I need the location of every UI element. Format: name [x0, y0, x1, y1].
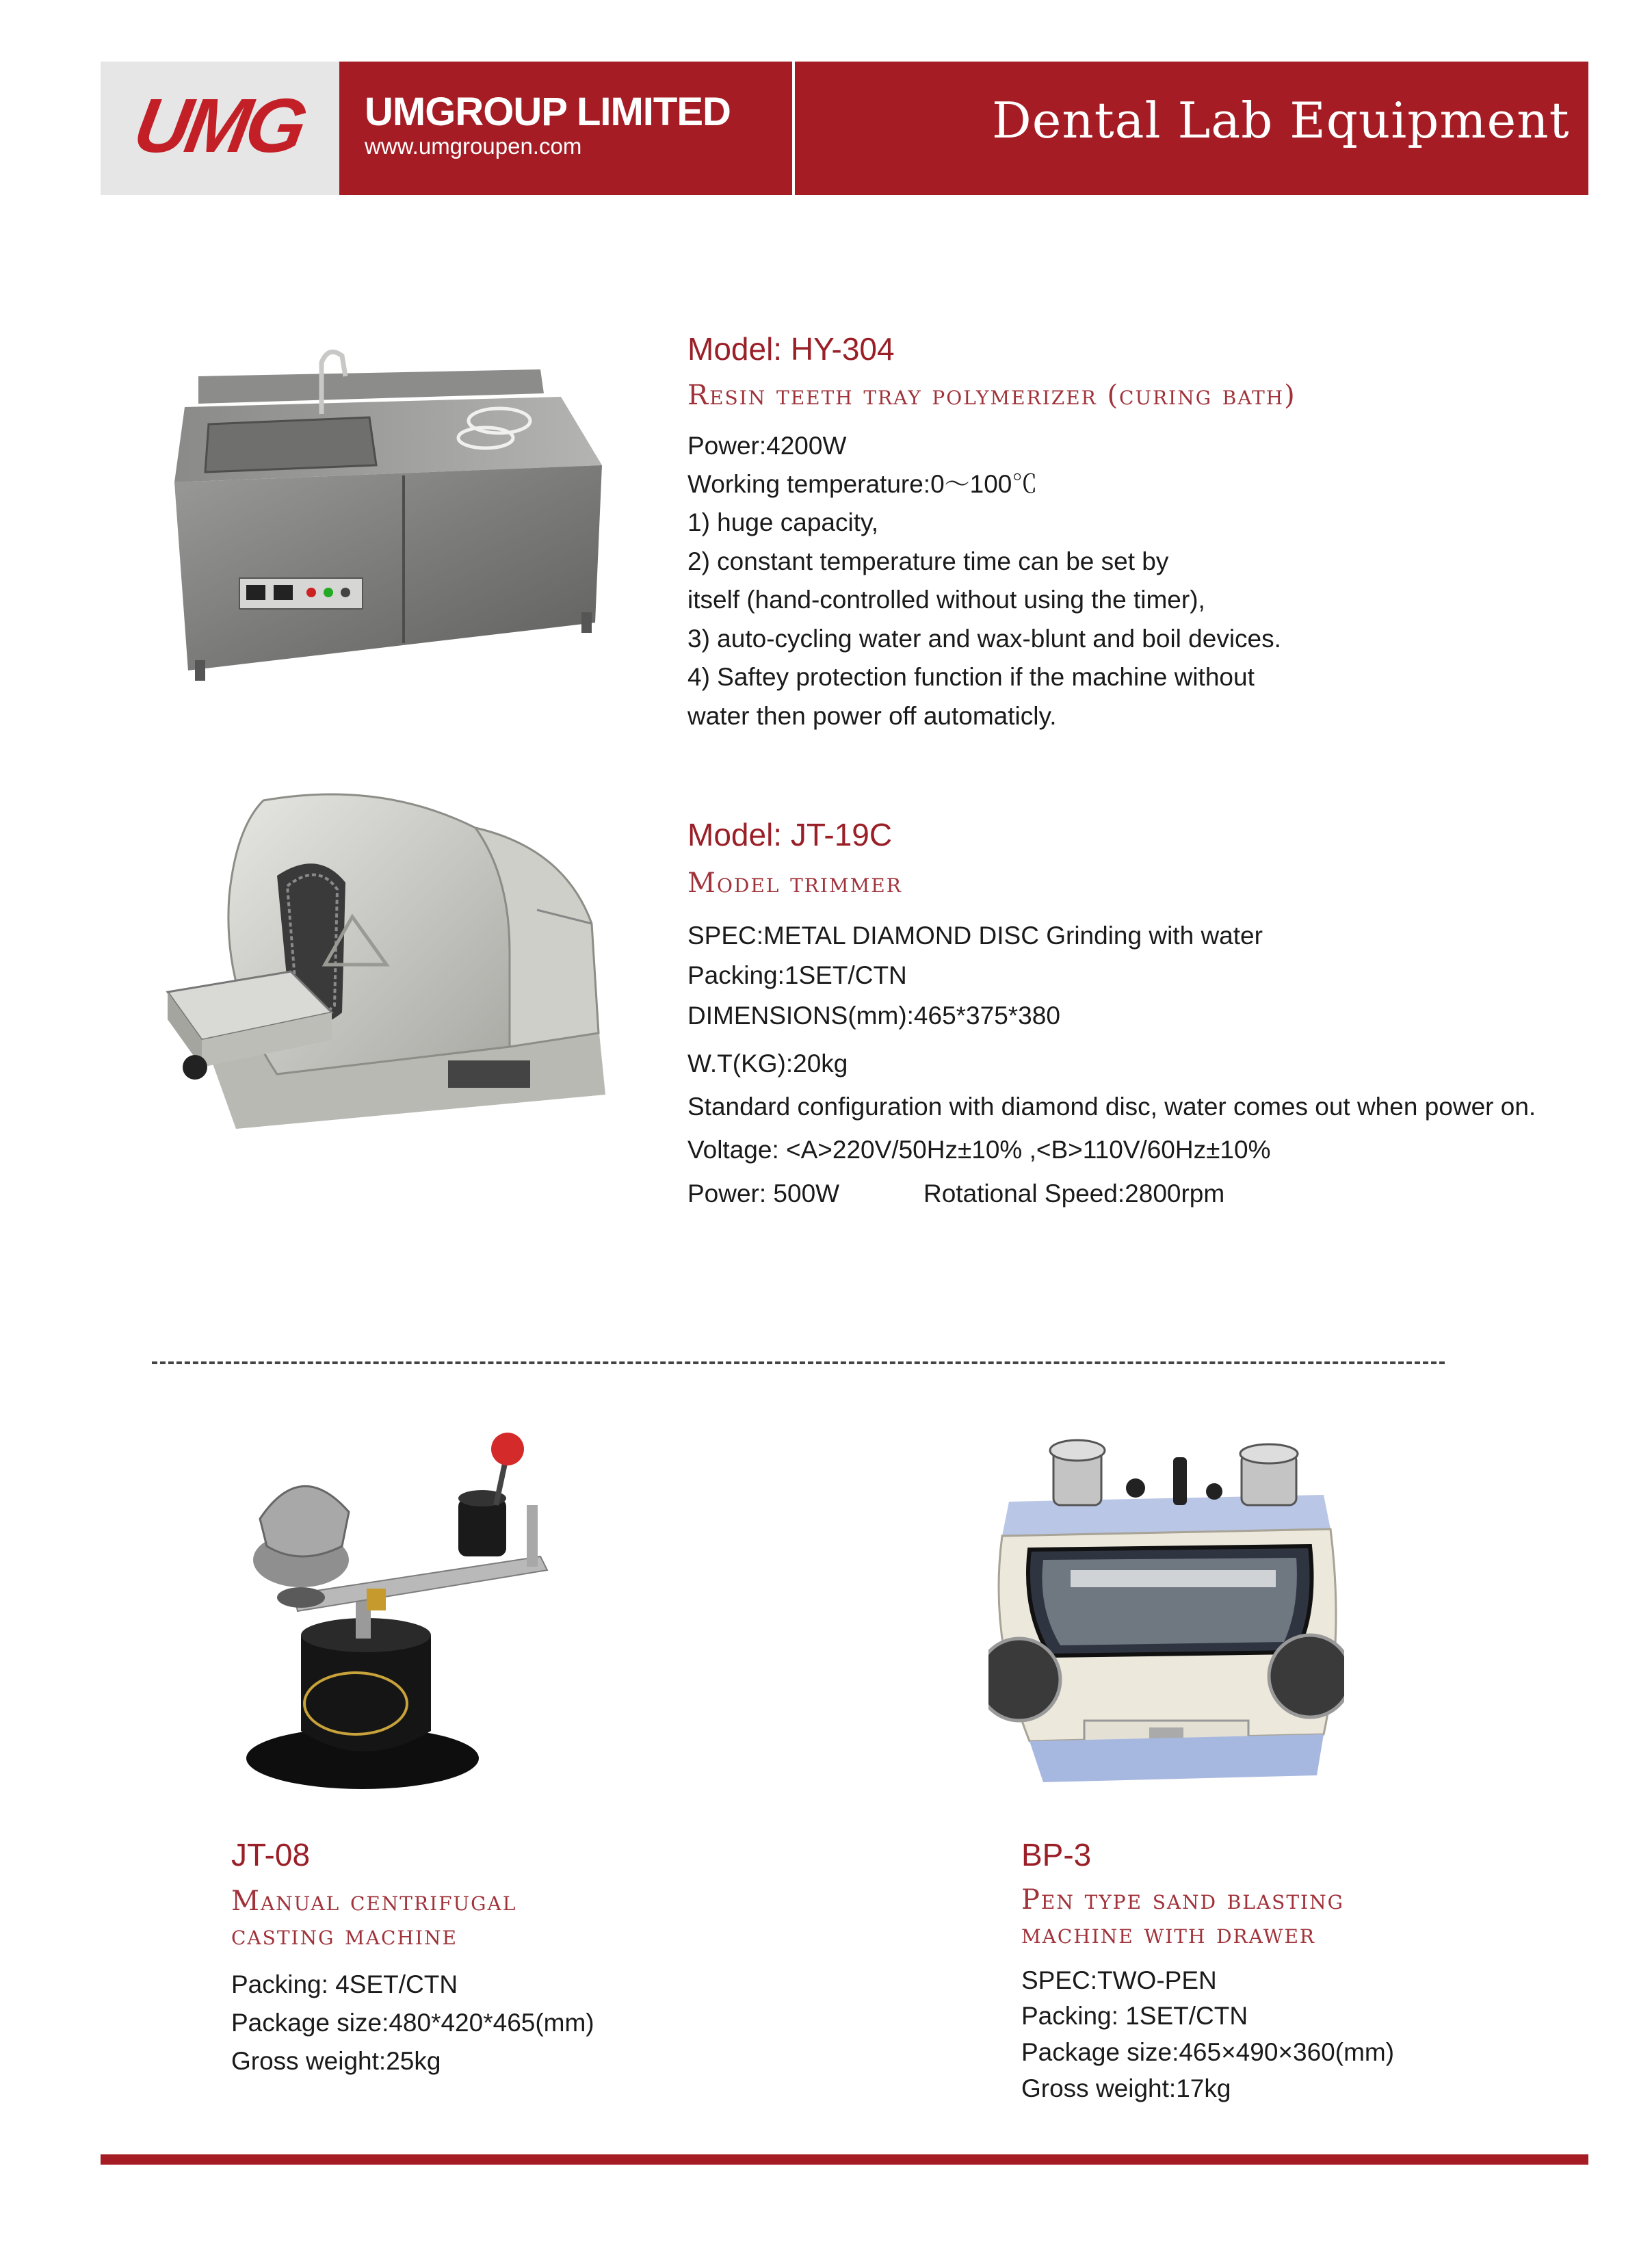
spec-line: 3) auto-cycling water and wax-blunt and boil devices.	[687, 625, 1281, 653]
spec-line: water then power off automaticly.	[687, 702, 1057, 730]
umg-logo: UMG	[128, 83, 310, 168]
curing-bath-photo	[157, 335, 609, 684]
company-name: UMGROUP LIMITED	[365, 90, 731, 134]
spec-line: Packing: 1SET/CTN	[1021, 2002, 1248, 2030]
product-name: machine with drawer	[1021, 1918, 1316, 1950]
spec-line: 2) constant temperature time can be set by	[687, 547, 1169, 575]
footer-bar	[101, 2154, 1588, 2165]
section-divider	[152, 1361, 1445, 1364]
product-model: Model: HY-304	[687, 331, 895, 367]
spec-line: Package size:465×490×360(mm)	[1021, 2038, 1395, 2066]
spec-line: Standard configuration with diamond disc, water comes out when power on.	[687, 1093, 1536, 1121]
header-divider	[792, 62, 795, 195]
spec-line: SPEC:TWO-PEN	[1021, 1966, 1217, 1994]
spec-line: 1) huge capacity,	[687, 508, 879, 536]
product-name: Resin teeth tray polymerizer (curing bath)	[687, 380, 1296, 411]
spec-line: 4) Saftey protection function if the machine without	[687, 663, 1255, 691]
spec-line: Packing:1SET/CTN	[687, 961, 907, 989]
spec-line: Rotational Speed:2800rpm	[923, 1179, 1225, 1208]
model-trimmer-photo	[154, 787, 619, 1143]
spec-line: Packing: 4SET/CTN	[231, 1970, 458, 1998]
spec-line: DIMENSIONS(mm):465*375*380	[687, 1002, 1060, 1030]
product-model: BP-3	[1021, 1837, 1092, 1873]
page-title: Dental Lab Equipment	[992, 92, 1570, 149]
spec-line: Gross weight:25kg	[231, 2047, 441, 2075]
spec-line: Working temperature:0～100℃	[687, 470, 1038, 498]
casting-machine-photo	[233, 1430, 581, 1799]
product-name: Model trimmer	[687, 867, 902, 899]
spec-line: Power: 500W	[687, 1179, 840, 1208]
spec-line: Power:4200W	[687, 432, 847, 460]
spec-line: SPEC:METAL DIAMOND DISC Grinding with water	[687, 922, 1263, 950]
spec-line: Voltage: <A>220V/50Hz±10% ,<B>110V/60Hz±10%	[687, 1136, 1271, 1164]
spec-line: W.T(KG):20kg	[687, 1049, 848, 1078]
spec-line: Package size:480*420*465(mm)	[231, 2009, 594, 2037]
company-url: www.umgroupen.com	[365, 133, 582, 159]
sand-blaster-photo	[988, 1433, 1344, 1796]
spec-line: Gross weight:17kg	[1021, 2074, 1231, 2102]
spec-line: itself (hand-controlled without using the timer),	[687, 586, 1205, 614]
product-model: Model: JT-19C	[687, 817, 893, 852]
product-name: Pen type sand blasting	[1021, 1884, 1344, 1916]
product-name: Manual centrifugal	[231, 1886, 517, 1917]
product-model: JT-08	[231, 1837, 311, 1873]
product-name: casting machine	[231, 1920, 458, 1951]
